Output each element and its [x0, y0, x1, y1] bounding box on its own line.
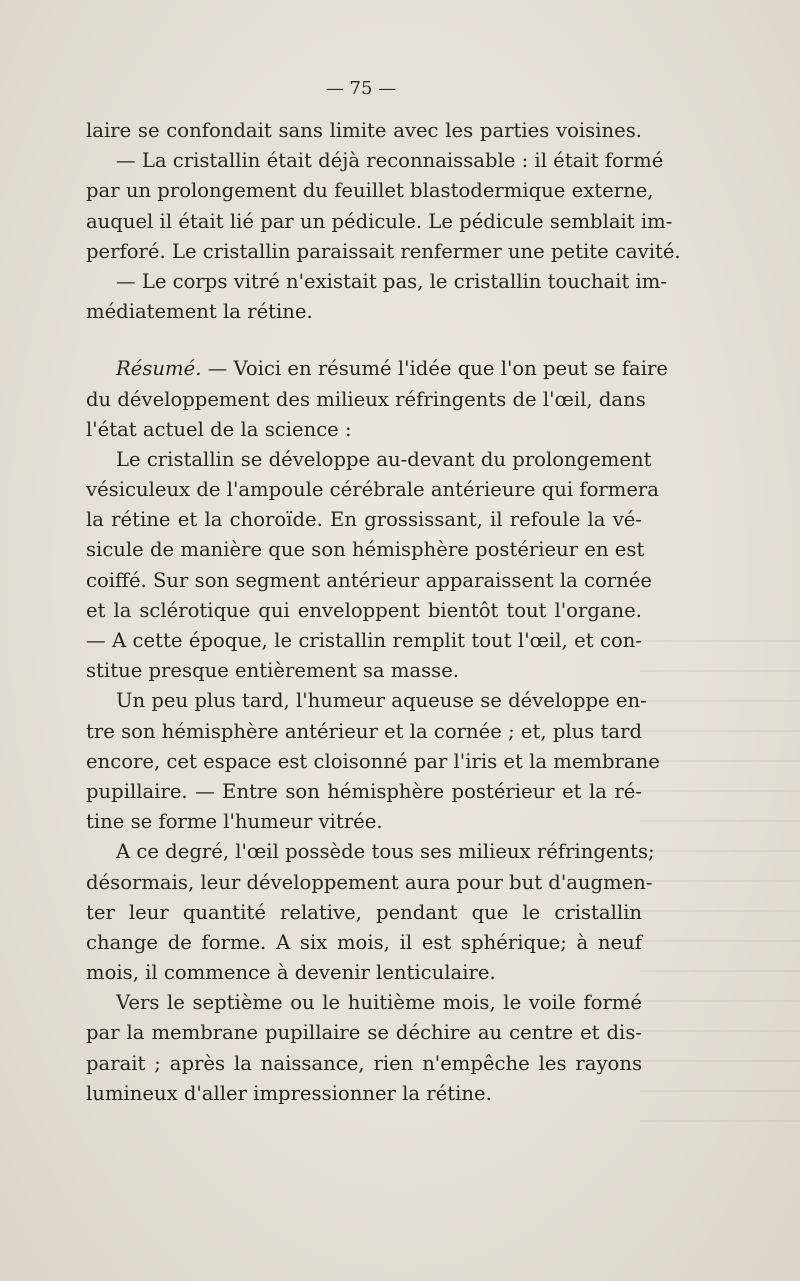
text-line: [86, 837, 655, 867]
text-line: [86, 626, 642, 656]
text-line: [86, 1049, 642, 1079]
section-heading: Résumé.: [116, 357, 202, 381]
line-text: vésiculeux de l'ampoule cérébrale antérieure qui formera: [86, 478, 659, 502]
text-line: [86, 958, 642, 988]
line-text: — La cristallin était déjà reconnaissable : il était formé: [116, 149, 664, 173]
page-number: — 75 —: [325, 78, 397, 99]
line-text: auquel il était lié par un pédicule. Le pédicule semblait im-: [86, 209, 673, 233]
text-line: [86, 297, 642, 327]
line-text: et la sclérotique qui enveloppent bientôt tout l'organe.: [86, 598, 642, 622]
line-text: perforé. Le cristallin paraissait renfermer une petite cavité.: [86, 239, 681, 263]
text-line: [86, 1079, 642, 1109]
line-text: coiffé. Sur son segment antérieur apparaissent la cornée: [86, 568, 652, 592]
line-text: sicule de manière que son hémisphère postérieur en est: [86, 538, 645, 562]
line-text: encore, cet espace est cloisonné par l'iris et la membrane: [86, 749, 660, 773]
line-text: A ce degré, l'œil possède tous ses milieux réfringents;: [116, 840, 655, 864]
text-line: [86, 176, 654, 206]
text-line: [86, 354, 668, 384]
text-line: [86, 868, 653, 898]
line-text: tine se forme l'humeur vitrée.: [86, 810, 383, 834]
line-text: tre son hémisphère antérieur et la cornée ; et, plus tard: [86, 719, 643, 743]
line-text: — Voici en résumé l'idée que l'on peut se faire: [201, 357, 668, 381]
text-line: [86, 535, 645, 565]
text-line: [86, 566, 652, 596]
text-line: [86, 385, 646, 415]
body-text: [86, 116, 681, 1109]
line-text: Le cristallin se développe au-devant du prolongement: [116, 447, 652, 471]
text-line: [86, 146, 664, 176]
line-text: par un prolongement du feuillet blastodermique externe,: [86, 179, 654, 203]
line-text: parait ; après la naissance, rien n'empêche les rayons: [86, 1051, 642, 1075]
line-text: — Le corps vitré n'existait pas, le cristallin touchait im-: [116, 269, 668, 293]
line-text: Un peu plus tard, l'humeur aqueuse se développe en-: [116, 689, 647, 713]
text-line: [86, 596, 642, 626]
text-line: [86, 656, 642, 686]
line-text: ter leur quantité relative, pendant que le cristallin: [86, 900, 642, 924]
line-text: laire se confondait sans limite avec les parties voisines.: [86, 119, 642, 142]
line-text: désormais, leur développement aura pour but d'augmen-: [86, 870, 653, 894]
line-text: — A cette époque, le cristallin remplit tout l'œil, et con-: [86, 629, 642, 652]
line-text: lumineux d'aller impressionner la rétine.: [86, 1081, 492, 1105]
text-line: [86, 686, 647, 716]
line-text: stitue presque entièrement sa masse.: [86, 659, 460, 683]
line-text: l'état actuel de la science :: [86, 417, 352, 441]
text-line: [86, 928, 642, 958]
text-line: [86, 116, 642, 146]
text-line: [86, 747, 660, 777]
line-text: mois, il commence à devenir lenticulaire.: [86, 961, 496, 985]
text-line: [86, 1018, 642, 1048]
text-line: [86, 445, 652, 475]
text-line: [86, 237, 681, 267]
line-text: change de forme. A six mois, il est sphérique; à neuf: [86, 930, 642, 954]
text-line: [86, 267, 668, 297]
text-line: [86, 415, 642, 445]
text-line: [86, 807, 642, 837]
line-text: par la membrane pupillaire se déchire au centre et dis-: [86, 1021, 642, 1045]
text-line: [86, 505, 642, 535]
line-text: Vers le septième ou le huitième mois, le voile formé: [116, 991, 642, 1015]
paragraph-gap: [86, 327, 642, 354]
text-line: [86, 207, 673, 237]
line-text: médiatement la rétine.: [86, 300, 313, 324]
text-line: [86, 717, 642, 747]
text-line: [86, 475, 659, 505]
text-line: [86, 988, 642, 1018]
text-line: [86, 777, 642, 807]
line-text: la rétine et la choroïde. En grossissant, il refoule la vé-: [86, 508, 642, 532]
line-text: pupillaire. — Entre son hémisphère postérieur et la ré-: [86, 779, 642, 803]
show-through-texture: [640, 640, 800, 1140]
line-text: du développement des milieux réfringents de l'œil, dans: [86, 387, 646, 411]
text-line: [86, 898, 642, 928]
